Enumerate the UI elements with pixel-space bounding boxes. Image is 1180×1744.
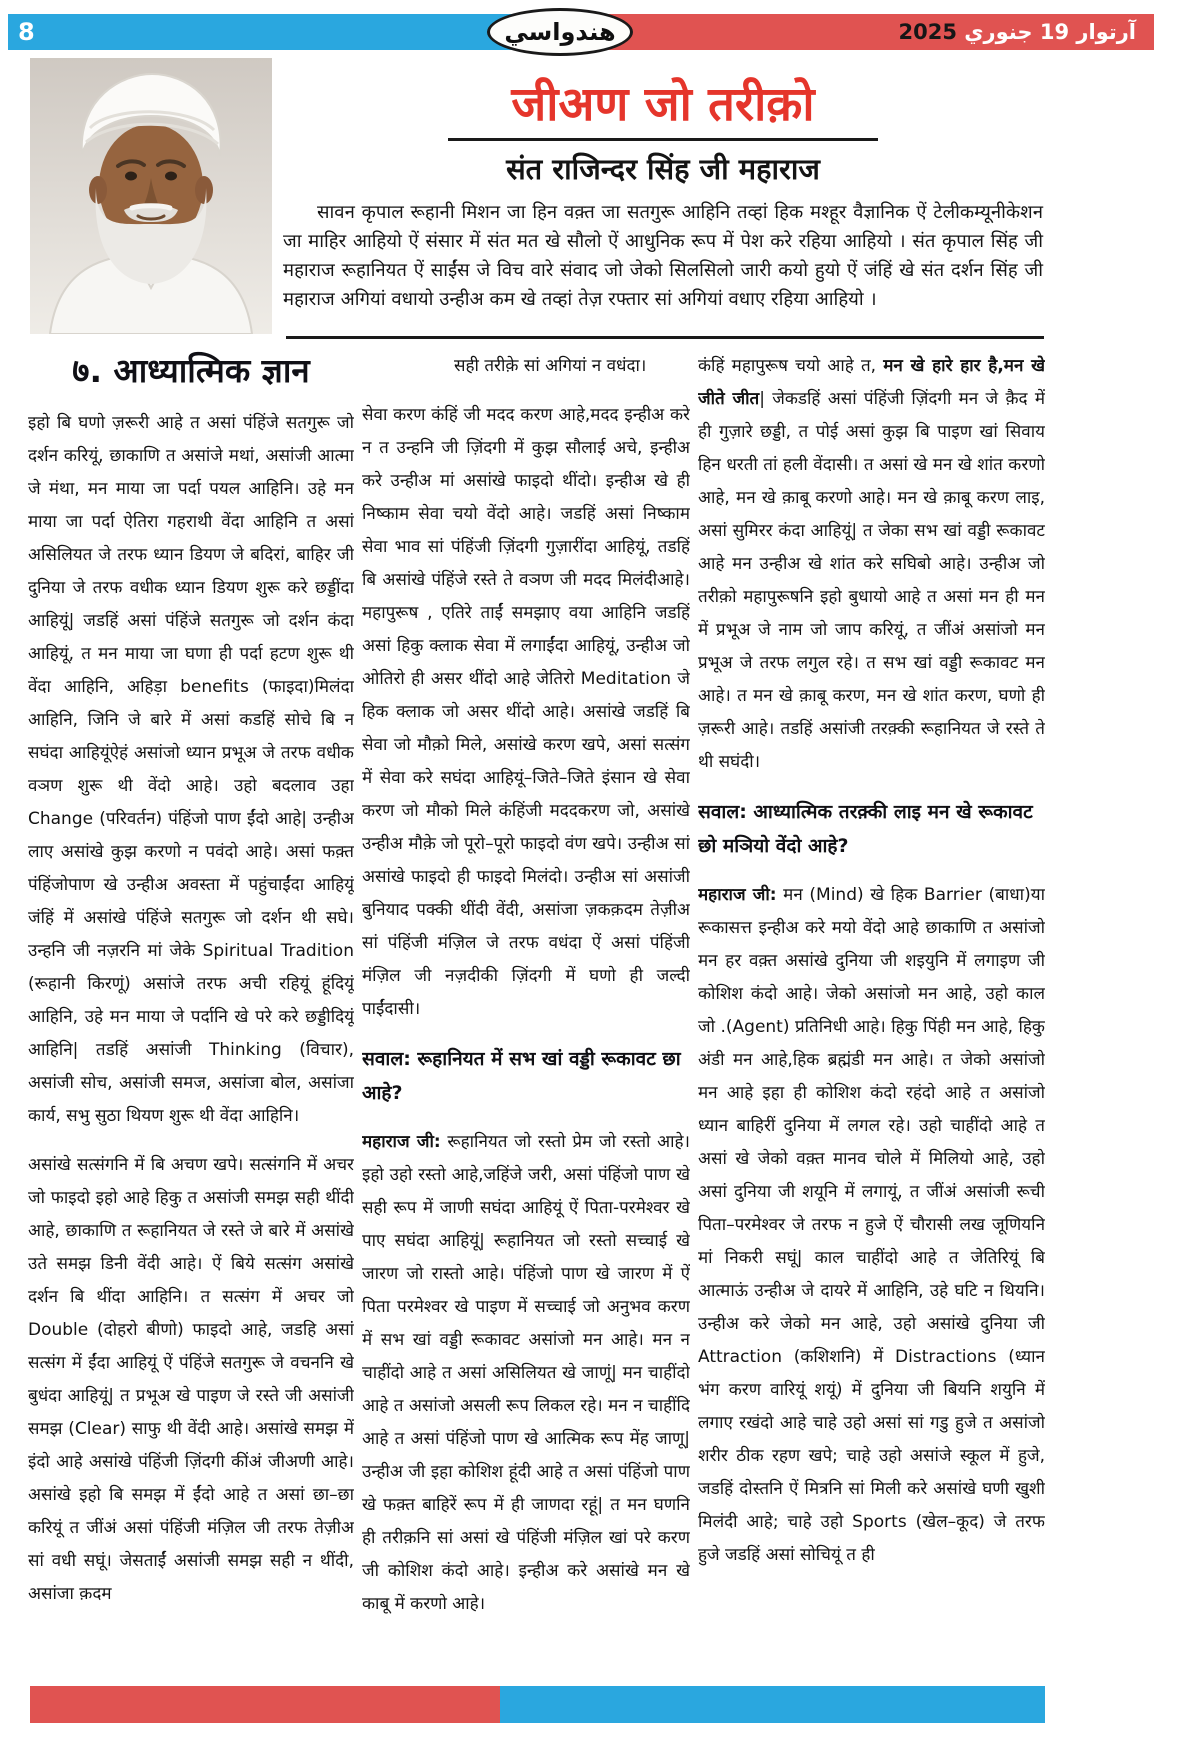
maharaj-ji-lead: महाराज जी: <box>362 1132 441 1152</box>
article-byline: संत राजिन्दर सिंह जी महाराज <box>506 152 820 187</box>
masthead-logo <box>487 8 633 56</box>
article-title: जीअण जो तरीक़ो <box>511 77 815 132</box>
column-3 <box>698 350 1045 1666</box>
footer-bar-blue <box>500 1686 1045 1723</box>
col2-paragraph-1: सही तरीक़े सां अगियां न वधंदा। <box>454 356 647 376</box>
col3-para1-post: | जेकडहिं असां पंहिंजी ज़िंदगी मन जे क़ैद में ही गुज़ारे छड्डी, त पोई असां कुझ बि पाइण खां सिवाय हिन धरती तां हली वेंदासी। त असां खे मन खे शांत करणो आहे, मन खे क़ाबू करणो आहे। मन खे क़ाबू करण लाइ, असां सुमिरर कंदा आहियूं| त जेका सभ खां वड्डी रूकावट आहे मन उन्हीअ खे शांत करे सघिबो आहे। उन्हीअ जो तरीक़ो महापुरूषनि इहो बुधायो आहे त असां मन ही मन में प्रभूअ जे नाम जो जाप करियूं, त जींअं असांजो मन प्रभूअ जे तरफ लगुल रहे। त सभ खां वड्डी रूकावट मन आहे। त मन खे क़ाबू करण, मन खे शांत करण, घणो ही ज़रूरी आहे। तडहिं असांजी तरक़्की रूहानियत जे रस्ते ते थी सघंदी। <box>698 389 1045 772</box>
col3-para1-bold-quote: मन खे हारे हार है,मन खे जीते जीत <box>698 356 1045 409</box>
col2-answer-text: रूहानियत जो रस्तो प्रेम जो रस्तो आहे। इहो उहो रस्तो आहे,जहिंजे जरी, असां पंहिंजो पाण खे सही रूप में जाणी सघंदा आहियूं ऐं पिता-परमेश्वर खे पाए सघंदा आहियूं| रूहानियत जो रस्तो सच्चाई खे जारण जो रास्तो आहे। पंहिंजो पाण खे जारण में ऐं पिता परमेश्वर खे पाइण में सच्चाई जो अनुभव करण में सभ खां वड्डी रूकावट असांजो मन आहे। मन न चाहींदो आहे त असां असिलियत खे जाणूं| मन चाहींदो आहे त असांजो असली रूप लिकल रहे। मन न चाहींदि आहे त असां पंहिंजो पाण खे आत्मिक रूप मेंह जाणू| उन्हीअ जी इहा कोशिश हूंदी आहे त असां पंहिंजो पाण खे फक़्त बाहिरें रूप में ही जाणदा रहूं| त मन घणनि ही तरीक़नि सां असां खे पंहिंजी मंज़िल खां परे करण जी कोशिश कंदो आहे। इन्हीअ करे असांखे मन खे काबू में करणो आहे। <box>362 1132 690 1614</box>
page-number: 8 <box>18 18 35 46</box>
maharaj-ji-lead: महाराज जी: <box>698 885 777 905</box>
header-bar-red-segment <box>560 14 1154 50</box>
col3-answer-paragraph <box>698 879 1045 1572</box>
col3-question-heading: सवाल: आध्यात्मिक तरक़्की लाइ मन खे रूकावट छो मञियो वेंदो आहे? <box>698 801 1033 857</box>
col3-para1-pre: कंहिं महापुरूष चयो आहे त, <box>698 356 884 376</box>
article-intro: सावन कृपाल रूहानी मिशन जा हिन वक़्त जा सतगुरू आहिनि तव्हां हिक मश्हूर वैज्ञानिक ऐं टेलीकम्यूनीकेशन जा माहिर आहियो ऐं संसार में संत मत खे सौलो ऐं आधुनिक रूप में पेश करे रहिया आहियो । संत कृपाल सिंह जी महाराज रूहानियत ऐं साईंस जे विच वारे संवाद जो जेको सिलसिलो जारी कयो हुयो ऐं जंहिं खे संत दर्शन सिंह जी महाराज अगियां वधायो उन्हीअ कम खे तव्हां तेज़ रफ्तार सां अगियां वधाए रहिया आहियो । <box>283 202 1043 311</box>
footer-bar-red <box>30 1686 500 1723</box>
portrait-illustration <box>30 58 272 334</box>
intro-divider-rule <box>286 336 1044 339</box>
masthead <box>283 78 1043 314</box>
edition-date-words: آرتوار 19 جنوري <box>964 20 1136 44</box>
col2-answer-paragraph <box>362 1126 690 1621</box>
header-bar-blue-segment <box>8 14 560 50</box>
col3-paragraph-1 <box>698 350 1045 779</box>
edition-date <box>873 20 1154 44</box>
column-2 <box>362 350 690 1666</box>
section-heading: ७. आध्यात्मिक ज्ञान <box>72 351 310 390</box>
col2-paragraph-2: सेवा करण कंहिं जी मदद करण आहे,मदद इन्हीअ करे न त उन्हनि जी ज़िंदगी में कुझ सौलाई अचे, इन्हीअ करे उन्हीअ मां असांखे फाइदो थींदो। इन्हीअ खे ही निष्काम सेवा चयो वेंदो आहे। जडहिं असां निष्काम सेवा भाव सां पंहिंजी ज़िंदगी गुज़ारींदा आहियूं, तडहिं बि असांखे पंहिंजे रस्ते ते वञण जी मदद मिलंदीआहे। महापुरूष , एतिरे ताईं समझाए वया आहिनि जडहिं असां हिकु क्लाक सेवा में लगाईंदा आहियूं, उन्हीअ जो ओतिरो ही असर थींदो आहे जेतिरो Meditation जे हिक क्लाक जो असर थींदो आहे। असांखे जडहिं बि सेवा जो मौक़ो मिले, असांखे करण खपे, असां सत्संग में सेवा करे सघंदा आहियूं–जिते–जिते इंसान खे सेवा करण जो मौको मिले कंहिंजी मददकरण जो, असांखे उन्हीअ मौक़े जो पूरो–पूरो फाइदो वंण खपे। उन्हीअ सां असांखे फाइदो ही फाइदो मिलंदो। उन्हीअ सां असांजी बुनियाद पक्की थींदी वेंदी, असांजा ज़कक़दम तेज़ीअ सां पंहिंजी मंज़िल जे तरफ वधंदा ऐं असां पंहिंजी मंज़िल जी नज़दीकी ज़िंदगी में घणो ही जल्दी पाईंदासी। <box>362 405 690 1019</box>
edition-date-year: 2025 <box>898 20 957 44</box>
masthead-logo-text: هندواسي <box>504 18 616 46</box>
column-1 <box>28 346 354 1666</box>
title-rule <box>448 138 878 141</box>
portrait-photo <box>30 58 272 334</box>
col1-paragraph-1: इहो बि घणो ज़रूरी आहे त असां पंहिंजे सतगुरू जो दर्शन करियूं, छाकाणि त असांजे मथां, असांजी आत्मा जे मंथा, मन माया जा पर्दा पयल आहिनि। उहे मन माया जा पर्दा ऐतिरा गहराथी वेंदा आहिनि त असां असिलियत जे तरफ ध्यान डियण जे बदिरां, बाहिर जी दुनिया जे तरफ वधीक ध्यान डियण शुरू करे छड्डींदा आहियूं| जडहिं असां पंहिंजे सतगुरू जो दर्शन कंदा आहियूं, त मन माया जा घणा ही पर्दा हटण शुरू थी वेंदा आहिनि, अहिड़ा benefits (फाइदा)मिलंदा आहिनि, जिनि जे बारे में असां कडहिं सोचे बि न सघंदा आहियूंऐहं असांजो ध्यान प्रभूअ जे तरफ वधीक वञण शुरू थी वेंदो आहे। उहो बदलाव उहा Change (परिवर्तन) पंहिंजो पाण ईंदो आहे| उन्हीअ लाए असांखे कुझ करणो न पवंदो आहे। असां फक़्त पंहिंजोपाण खे उन्हीअ अवस्ता में पहुंचाईंदा आहियूं जंहिं में असांखे पंहिंजे सतगुरू जो दर्शन थी सघे। उन्हनि जी नज़रनि मां जेके Spiritual Tradition (रूहानी किरणूं) असांजे तरफ अची रहियूं हूंदियूं आहिनि, उहे मन माया जे पर्दानि खे परे करे छड्डीदियूं आहिनि| तडहिं असांजी Thinking (विचार), असांजी सोच, असांजी समज, असांजा बोल, असांजा कार्य, सभु सुठा थियण शुरू थी वेंदा आहिनि। <box>28 413 354 1127</box>
col2-question-heading: सवाल: रूहानियत में सभ खां वड्डी रूकावट छा आहे? <box>362 1048 681 1104</box>
col1-paragraph-2: असांखे सत्संगनि में बि अचण खपे। सत्संगनि में अचर जो फाइदो इहो आहे हिकु त असांजी समझ सही थींदी आहे, छाकाणि त रूहानियत जे रस्ते जे बारे में असांखे उते समझ डिनी वेंदी आहे। ऐं बिये सत्संग असांखे दर्शन बि थींदा आहिनि। त सत्संग में अचर जो Double (दोहरो बीणो) फाइदो आहे, जडहि असां सत्संग में ईंदा आहियूं ऐं पंहिंजे सतगुरू जे वचननि खे बुधंदा आहियूं| त प्रभूअ खे पाइण जे रस्ते जी असांजी समझ (Clear) साफु थी वेंदी आहे। असांखे समझ में इंदो आहे असांखे पंहिंजी ज़िंदगी कींअं जीअणी आहे। असांखे इहो बि समझ में ईंदो आहे त असां छा–छा करियूं त जींअं असां पंहिंजी मंज़िल जी तरफ तेज़ीअ सां वधी सघूं। जेसताईं असांजी समझ सही न थींदी, असांजा क़दम <box>28 1155 354 1605</box>
col3-answer-text: मन (Mind) खे हिक Barrier (बाधा)या रूकासत्त इन्हीअ करे मयो वेंदो आहे छाकाणि त असांजो मन हर वक़्त असांखे दुनिया जी शइयुनि में लगाइण जी कोशिश कंदो आहे। जेको असांजो मन आहे, उहो काल जो .(Agent) प्रतिनिधी आहे। हिकु पिंही मन आहे, हिकु अंडी मन आहे,हिक ब्रह्मंडी मन आहे। त जेको असांजो मन आहे इहा ही कोशिश कंदो रहंदो आहे त असांजो ध्यान बाहिरीं दुनिया में लगल रहे। उहो चाहींदो आहे त असां खे जेको वक़्त मानव चोले में मिलियो आहे, उहो असां दुनिया जी शयूनि में लगायूं, त जींअं असांजी रूची पिता–परमेश्वर जे तरफ न हुजे ऐं चौरासी लख जूणियनि मां निकरी सघूं| काल चाहींदो आहे त जेतिरियूं बि आत्माऊं उन्हीअ जे दायरे में आहिनि, उहे घटि न थियनि। उन्हीअ करे जेको मन आहे, उहो असांखे दुनिया जी Attraction (कशिशनि) में Distractions (ध्यान भंग करण वारियूं शयूं) में दुनिया जी बियनि शयुनि में लगाए रखंदो आहे चाहे उहो असां सां गडु हुजे त असांजो शरीर ठीक रहण खपे; चाहे उहो असांजे स्कूल में हुजे, जडहिं दोस्तनि ऐं मित्रनि सां मिली करे असांखे घणी खुशी मिलंदी आहे; चाहे उहो Sports (खेल–कूद) जे तरफ हुजे जडहिं असां सोचियूं त ही <box>698 885 1045 1565</box>
